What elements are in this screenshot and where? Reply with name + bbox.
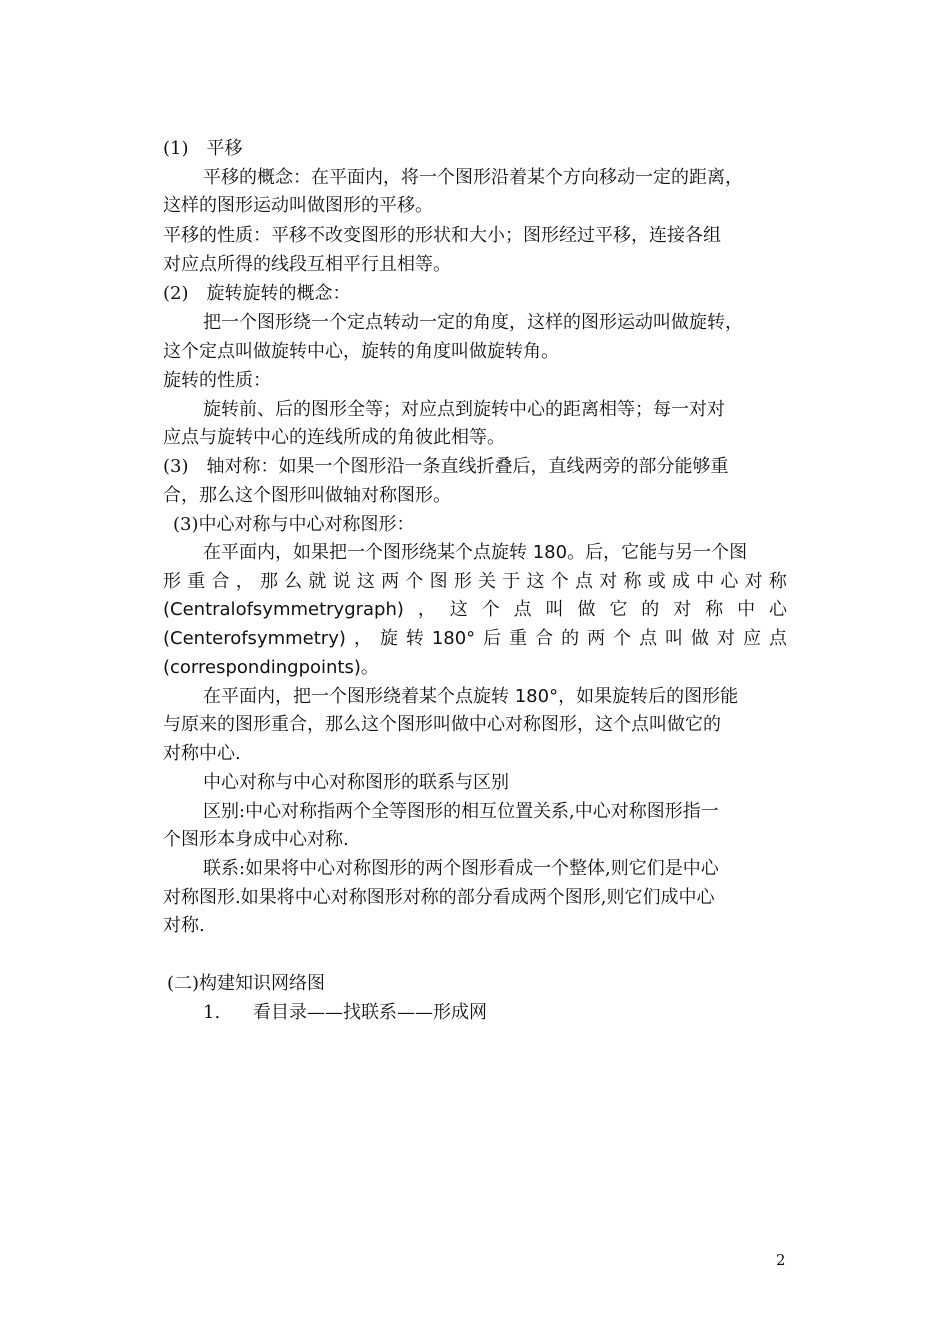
page-number: 2 — [776, 1251, 786, 1269]
translation-definition-line-2: 这样的图形运动叫做图形的平移。 — [163, 195, 433, 216]
justified-token: 点 — [639, 628, 658, 649]
justified-token: (Centerofsymmetry) — [163, 628, 346, 649]
justified-token: 形 — [163, 571, 181, 592]
justified-token: 说 — [332, 571, 351, 592]
justified-token: 或 — [647, 571, 666, 592]
part-2-item-number: 1. — [203, 1002, 221, 1023]
justified-token: 这 — [526, 571, 545, 592]
rotation-property-heading: 旋转的性质： — [163, 370, 271, 391]
justified-token: 做 — [577, 599, 596, 620]
justified-token: 那 — [259, 571, 278, 592]
justified-token: 点 — [768, 628, 787, 649]
translation-definition-line-1: 平移的概念：在平面内，将一个图形沿着某个方向移动一定的距离， — [203, 167, 743, 188]
section-1-title: (1) 平移 — [163, 138, 243, 159]
central-symmetry-line-2 — [163, 570, 787, 594]
connection-line-1: 联系:如果将中心对称图形的两个图形看成一个整体,则它们是中心 — [203, 858, 719, 879]
central-symmetry-figure-line-3: 对称中心. — [163, 743, 241, 764]
justified-token: 称 — [705, 599, 724, 620]
rotation-definition-line-2: 这个定点叫做旋转中心，旋转的角度叫做旋转角。 — [163, 341, 559, 362]
part-2-item-text: 看目录——找联系——形成网 — [253, 1002, 487, 1023]
central-symmetry-figure-line-1 — [203, 685, 738, 709]
justified-token: 它 — [609, 599, 628, 620]
central-symmetry-line-1-part-a: 在平面内，如果把一个图形绕某个点旋转 — [203, 542, 533, 563]
justified-token: 叫 — [665, 628, 684, 649]
justified-token: 的 — [641, 599, 660, 620]
justified-token: 对 — [599, 571, 618, 592]
central-symmetry-line-1-number: 180 — [532, 542, 568, 563]
justified-token: 中 — [737, 599, 756, 620]
justified-token: 180° — [431, 628, 476, 649]
axial-symmetry-line-2: 合，那么这个图形叫做轴对称图形。 — [163, 485, 451, 506]
justified-token: 应 — [743, 628, 761, 649]
justified-token: 称 — [768, 571, 787, 592]
connection-line-3: 对称. — [163, 915, 205, 936]
justified-token: 合 — [535, 628, 554, 649]
justified-token: 个 — [405, 571, 424, 592]
justified-token: 做 — [691, 628, 710, 649]
central-symmetry-figure-line-1-part-c: ，如果旋转后的图形能 — [558, 686, 739, 707]
central-symmetry-title: (3)中心对称与中心对称图形： — [173, 514, 415, 535]
justified-token: 称 — [623, 571, 642, 592]
rotation-property-line-1: 旋转前、后的图形全等；对应点到旋转中心的距离相等；每一对对 — [203, 399, 725, 420]
justified-token: 这 — [449, 599, 468, 620]
justified-token: 图 — [429, 571, 448, 592]
justified-token: 关 — [478, 571, 497, 592]
rotation-definition-line-1: 把一个图形绕一个定点转动一定的角度，这样的图形运动叫做旋转， — [203, 312, 743, 333]
justified-token: 重 — [509, 628, 528, 649]
justified-token: 合 — [211, 571, 230, 592]
justified-token: ， — [235, 571, 254, 592]
justified-token: (Centralofsymmetrygraph) — [163, 599, 404, 620]
justified-token: 两 — [381, 571, 400, 592]
justified-token: 中 — [696, 571, 715, 592]
central-symmetry-line-1-part-c: 。后，它能与另一个图 — [567, 542, 748, 563]
central-symmetry-line-5: (correspondingpoints)。 — [163, 657, 379, 678]
justified-token: 点 — [513, 599, 532, 620]
justified-token: 的 — [561, 628, 580, 649]
justified-token: 点 — [574, 571, 593, 592]
difference-line-2: 个图形本身成中心对称. — [163, 829, 349, 850]
central-symmetry-line-4 — [163, 627, 787, 651]
justified-token: 旋 — [379, 628, 398, 649]
justified-token: 对 — [717, 628, 736, 649]
central-symmetry-figure-line-1-number: 180° — [514, 686, 559, 707]
justified-token: 个 — [481, 599, 500, 620]
justified-token: 于 — [502, 571, 521, 592]
justified-token: 心 — [720, 571, 739, 592]
justified-token: 对 — [744, 571, 763, 592]
justified-token: 么 — [284, 571, 303, 592]
justified-token: 个 — [613, 628, 632, 649]
connection-line-2: 对称图形.如果将中心对称图形对称的部分看成两个图形,则它们成中心 — [163, 887, 715, 908]
justified-token: 形 — [453, 571, 472, 592]
justified-token: 这 — [356, 571, 375, 592]
central-symmetry-line-3 — [163, 598, 787, 622]
rotation-property-line-2: 应点与旋转中心的连线所成的角彼此相等。 — [163, 427, 505, 448]
part-2-heading: (二)构建知识网络图 — [167, 973, 326, 994]
axial-symmetry-line-1: (3) 轴对称：如果一个图形沿一条直线折叠后，直线两旁的部分能够重 — [163, 456, 729, 477]
justified-token: ， — [353, 628, 372, 649]
difference-line-1: 区别:中心对称指两个全等图形的相互位置关系,中心对称图形指一 — [203, 801, 719, 822]
justified-token: 转 — [405, 628, 424, 649]
justified-token: 对 — [673, 599, 692, 620]
translation-property-line-2: 对应点所得的线段互相平行且相等。 — [163, 254, 451, 275]
justified-token: ， — [417, 599, 436, 620]
justified-token: 心 — [768, 599, 787, 620]
justified-token: 两 — [587, 628, 606, 649]
central-symmetry-figure-line-2: 与原来的图形重合，那么这个图形叫做中心对称图形，这个点叫做它的 — [163, 714, 721, 735]
justified-token: 成 — [671, 571, 690, 592]
justified-token: 后 — [483, 628, 502, 649]
central-symmetry-figure-line-1-part-a: 在平面内，把一个图形绕着某个点旋转 — [203, 686, 515, 707]
section-2-title: (2) 旋转旋转的概念： — [163, 283, 351, 304]
justified-token: 就 — [308, 571, 327, 592]
justified-token: 叫 — [545, 599, 564, 620]
justified-token: 重 — [187, 571, 206, 592]
central-symmetry-line-1 — [203, 541, 747, 565]
justified-token: 个 — [550, 571, 569, 592]
translation-property-line-1: 平移的性质：平移不改变图形的形状和大小；图形经过平移，连接各组 — [163, 225, 721, 246]
relation-heading: 中心对称与中心对称图形的联系与区别 — [203, 772, 509, 793]
